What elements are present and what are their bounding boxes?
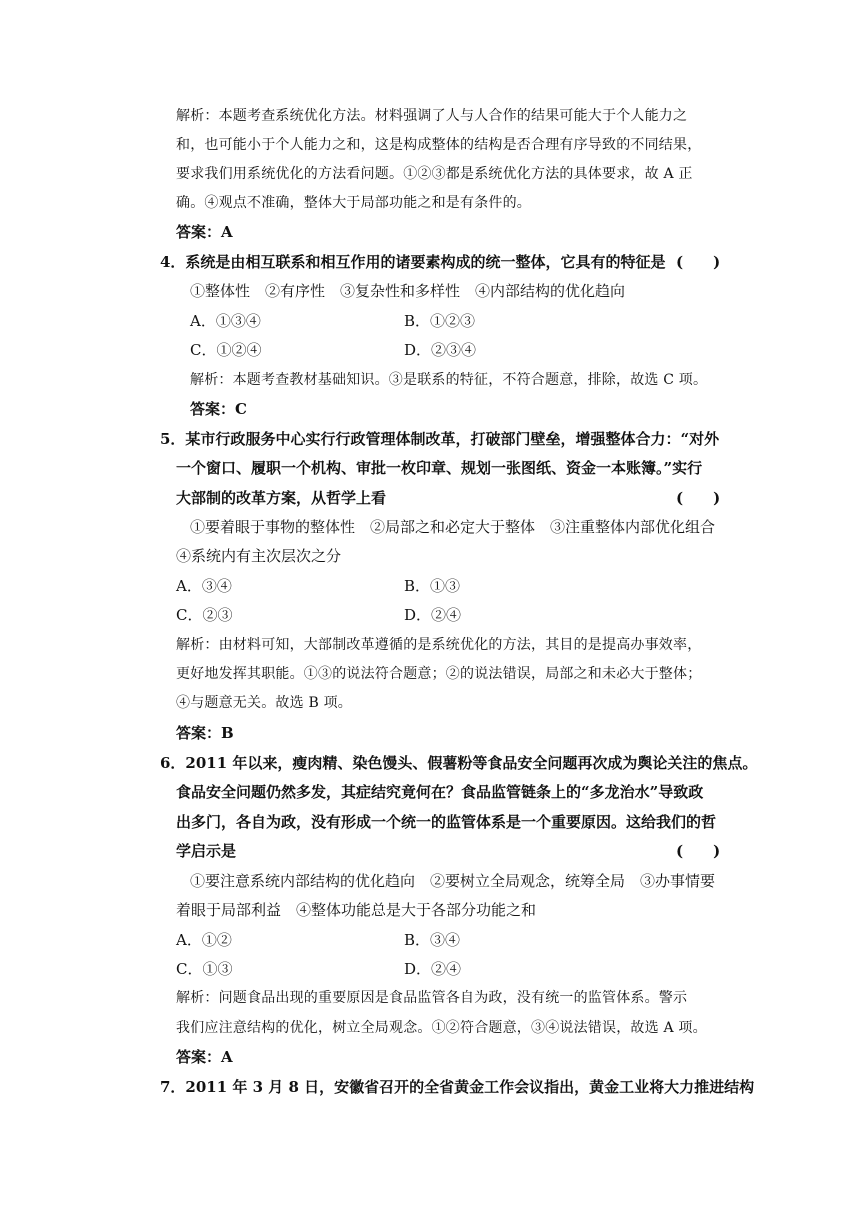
q4-answer: 答案：C [190,400,247,418]
q6-stem-line-3: 出多门，各自为政，没有形成一个统一的监管体系是一个重要原因。这给我们的哲 [176,813,717,831]
q4-option-c: C．①②④ [190,341,262,359]
q5-items-line-2: ④系统内有主次层次之分 [176,547,342,565]
q6-option-b: B．③④ [404,931,461,949]
q6-stem-line-4: 学启示是 [176,842,237,860]
q4-answer-paren: ( ) [676,253,721,271]
q4-option-a: A．①③④ [190,312,261,330]
q6-analysis-line-2: 我们应注意结构的优化，树立全局观念。①②符合题意，③④说法错误，故选 A 项。 [176,1020,707,1036]
q7-stem-line-1: 7．2011 年 3 月 8 日，安徽省召开的全省黄金工作会议指出，黄金工业将大力推进结构 [160,1078,755,1096]
q4-analysis: 解析：本题考查教材基础知识。③是联系的特征，不符合题意，排除，故选 C 项。 [190,372,708,388]
q5-option-b: B．①③ [404,577,461,595]
q6-items-line-2: 着眼于局部利益 ④整体功能总是大于各部分功能之和 [176,901,537,919]
q4-option-d: D．②③④ [404,341,477,359]
q5-option-c: C．②③ [176,606,233,624]
q5-option-d: D．②④ [404,606,462,624]
q3-answer: 答案：A [176,223,233,241]
q6-stem-line-2: 食品安全问题仍然多发，其症结究竟何在？食品监管链条上的“多龙治水”导致政 [176,783,704,801]
q5-stem-line-3: 大部制的改革方案，从哲学上看 [176,489,387,507]
q5-stem-line-2: 一个窗口、履职一个机构、审批一枚印章、规划一张图纸、资金一本账簿。”实行 [176,459,703,477]
q6-answer: 答案：A [176,1048,233,1066]
q3-analysis-line-2: 和，也可能小于个人能力之和，这是构成整体的结构是否合理有序导致的不同结果， [176,137,702,153]
q5-analysis-line-1: 解析：由材料可知，大部制改革遵循的是系统优化的方法，其目的是提高办事效率， [176,637,702,653]
q5-items-line-1: ①要着眼于事物的整体性 ②局部之和必定大于整体 ③注重整体内部优化组合 [190,518,716,536]
q6-option-a: A．①② [176,931,232,949]
q6-option-d: D．②④ [404,960,462,978]
q4-stem: 4．系统是由相互联系和相互作用的诸要素构成的统一整体，它具有的特征是 [160,253,666,271]
q3-analysis-line-4: 确。④观点不准确，整体大于局部功能之和是有条件的。 [176,195,531,211]
q5-analysis-line-2: 更好地发挥其职能。①③的说法符合题意；②的说法错误，局部之和未必大于整体； [176,666,702,682]
q3-analysis-line-1: 解析：本题考查系统优化方法。材料强调了人与人合作的结果可能大于个人能力之 [176,108,688,124]
q5-answer-paren: ( ) [676,489,721,507]
q5-stem-line-1: 5．某市行政服务中心实行行政管理体制改革，打破部门壁垒，增强整体合力：“对外 [160,430,720,448]
q6-items-line-1: ①要注意系统内部结构的优化趋向 ②要树立全局观念，统筹全局 ③办事情要 [190,872,716,890]
q6-option-c: C．①③ [176,960,233,978]
q6-answer-paren: ( ) [676,842,721,860]
q6-stem-line-1: 6．2011 年以来，瘦肉精、染色馒头、假薯粉等食品安全问题再次成为舆论关注的焦点。 [160,754,758,772]
q5-answer: 答案：B [176,724,234,742]
q5-analysis-line-3: ④与题意无关。故选 B 项。 [176,695,352,711]
q6-analysis-line-1: 解析：问题食品出现的重要原因是食品监管各自为政，没有统一的监管体系。警示 [176,990,688,1006]
q5-option-a: A．③④ [176,577,232,595]
q3-analysis-line-3: 要求我们用系统优化的方法看问题。①②③都是系统优化方法的具体要求，故 A 正 [176,166,693,182]
q4-option-b: B．①②③ [404,312,476,330]
q4-items: ①整体性 ②有序性 ③复杂性和多样性 ④内部结构的优化趋向 [190,282,626,300]
